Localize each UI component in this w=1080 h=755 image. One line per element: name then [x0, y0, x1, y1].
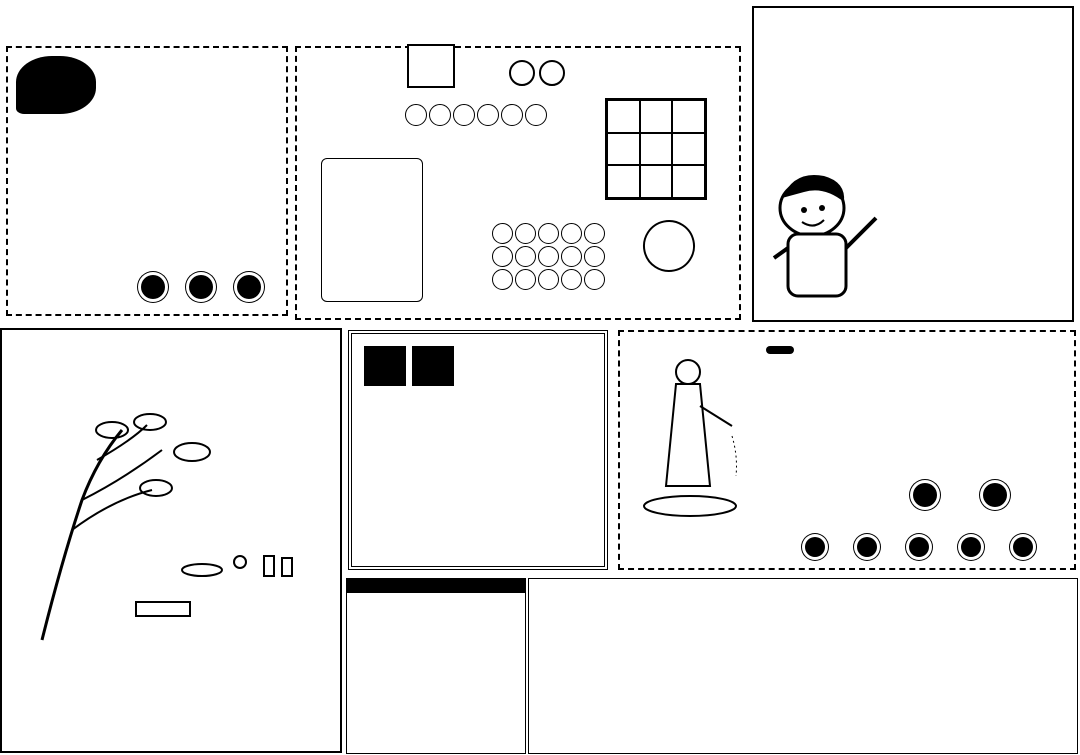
nine-cell	[640, 100, 673, 133]
kantu-title-b	[412, 346, 454, 386]
number-ball	[492, 269, 513, 290]
zodiac-row	[405, 104, 547, 126]
number-ball	[538, 246, 559, 267]
stamp2-line2	[643, 228, 690, 238]
number-ball	[906, 534, 932, 560]
drawing-panel	[0, 328, 342, 753]
kantu-panel	[348, 330, 608, 570]
zodiac-ball	[429, 104, 451, 126]
nine-cell	[640, 165, 673, 198]
doctor-title	[766, 346, 794, 354]
sage-illustration	[636, 346, 756, 536]
number-ball	[538, 269, 559, 290]
number-ball	[802, 534, 828, 560]
number-ball	[492, 223, 513, 244]
logo-panel	[752, 6, 1074, 322]
number-ball	[509, 60, 535, 86]
box-zeng-daoren	[6, 46, 288, 316]
number-ball	[515, 269, 536, 290]
number-ball	[584, 269, 605, 290]
nine-cell	[640, 133, 673, 166]
number-ball	[980, 480, 1010, 510]
stamp-last-period	[407, 44, 455, 88]
trend-svg	[529, 579, 1077, 753]
trend-chart	[528, 578, 1078, 754]
stamp2-line1	[643, 228, 690, 238]
zodiac-ball	[501, 104, 523, 126]
number-ball	[539, 60, 565, 86]
number-ball	[138, 272, 168, 302]
number-grid	[491, 222, 623, 291]
nine-cell	[607, 100, 640, 133]
kantu-title	[364, 346, 454, 386]
number-ball	[584, 223, 605, 244]
results-panel	[346, 578, 526, 754]
scroll-auspicious	[321, 158, 423, 302]
offer-numbers	[138, 272, 264, 302]
zodiac-ball	[405, 104, 427, 126]
nine-cell	[672, 165, 705, 198]
number-ball	[515, 223, 536, 244]
number-ball	[538, 223, 559, 244]
number-ball	[561, 246, 582, 267]
mascot-illustration	[764, 168, 884, 318]
number-ball	[186, 272, 216, 302]
zodiac-ball	[453, 104, 475, 126]
more-numbers	[802, 534, 1036, 560]
heading-numbers	[509, 60, 565, 86]
number-ball	[1010, 534, 1036, 560]
number-ball	[584, 246, 605, 267]
nine-palace-grid	[605, 98, 707, 200]
results-title	[347, 579, 525, 593]
tree-drawing	[2, 330, 340, 750]
nine-cell	[607, 133, 640, 166]
number-ball	[561, 223, 582, 244]
stable-numbers	[910, 480, 1010, 510]
number-ball	[515, 246, 536, 267]
zodiac-ball	[525, 104, 547, 126]
doctor-panel	[618, 330, 1076, 570]
stamp-special	[638, 215, 700, 277]
nine-cell	[607, 165, 640, 198]
zodiac-ball	[477, 104, 499, 126]
number-ball	[958, 534, 984, 560]
number-ball	[910, 480, 940, 510]
number-ball	[561, 269, 582, 290]
zeng-badge	[16, 56, 96, 114]
number-ball	[234, 272, 264, 302]
box-nine-palace	[295, 46, 741, 320]
kantu-title-a	[364, 346, 406, 386]
nine-cell	[672, 100, 705, 133]
number-ball	[492, 246, 513, 267]
number-ball	[854, 534, 880, 560]
nine-cell	[672, 133, 705, 166]
